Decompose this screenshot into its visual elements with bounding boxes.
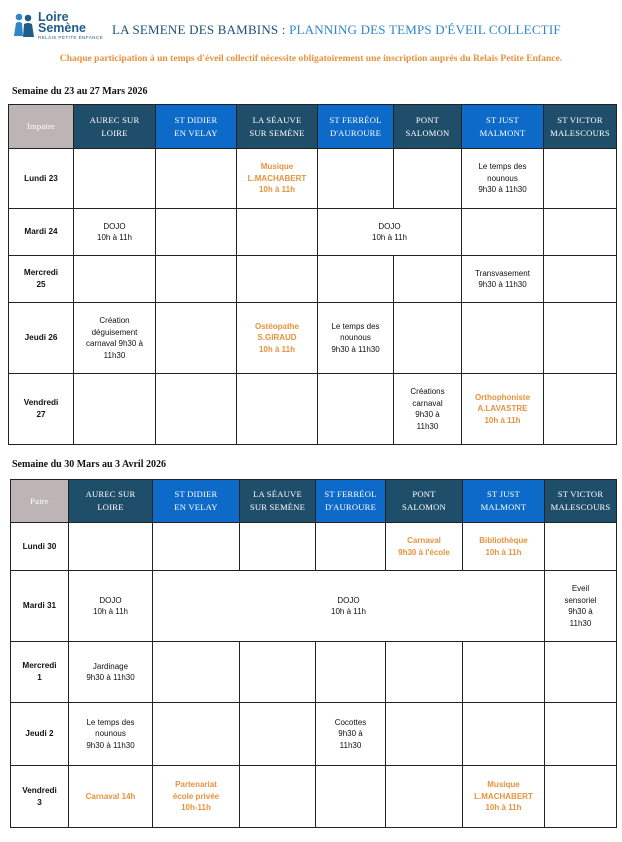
schedule-table-week-2 — [10, 479, 617, 828]
col-la-seauve-sur-semene: LA SÉAUVE SUR SEMÈNE — [240, 480, 316, 523]
activity-cell — [545, 703, 617, 766]
day-cell: Jeudi 26 — [9, 303, 74, 374]
activity-cell — [316, 523, 386, 571]
week-label-1: Semaine du 23 au 27 Mars 2026 — [12, 86, 148, 97]
children-icon — [12, 12, 36, 40]
activity-cell: Le temps des nounous 9h30 à 11h30 — [462, 149, 544, 209]
activity-cell — [74, 149, 156, 209]
table-row — [11, 523, 617, 571]
activity-cell — [462, 209, 544, 256]
table-row — [11, 642, 617, 703]
activity-cell — [240, 703, 316, 766]
activity-cell — [544, 209, 617, 256]
week-parity-cell: Impaire — [9, 105, 74, 149]
activity-cell: Musique L.MACHABERT 10h à 11h — [463, 766, 545, 828]
table-row — [11, 703, 617, 766]
col-aurec-sur-loire: AUREC SUR LOIRE — [69, 480, 153, 523]
activity-cell: Orthophoniste A.LAVASTRE 10h à 11h — [462, 374, 544, 445]
activity-cell — [545, 766, 617, 828]
table-row — [11, 571, 617, 642]
table-row — [9, 256, 617, 303]
day-cell: Mardi 31 — [11, 571, 69, 642]
activity-cell: Bibliothèque 10h à 11h — [463, 523, 545, 571]
header-row — [9, 105, 617, 149]
activity-cell: Créations carnaval 9h30 à 11h30 — [394, 374, 462, 445]
activity-cell: Transvasement 9h30 à 11h30 — [462, 256, 544, 303]
col-st-victor-malescours: ST VICTOR MALESCOURS — [544, 105, 617, 149]
activity-cell — [153, 703, 240, 766]
activity-cell — [74, 374, 156, 445]
col-st-didier-en-velay: ST DIDIER EN VELAY — [156, 105, 237, 149]
activity-cell — [386, 703, 463, 766]
table-row — [11, 766, 617, 828]
day-cell: Vendredi 27 — [9, 374, 74, 445]
activity-cell — [153, 642, 240, 703]
activity-cell — [394, 303, 462, 374]
col-pont-salomon: PONT SALOMON — [386, 480, 463, 523]
day-cell: Vendredi 3 — [11, 766, 69, 828]
col-st-ferreol-d-auroure: ST FERRÉOL D'AUROURE — [316, 480, 386, 523]
week-label-2: Semaine du 30 Mars au 3 Avril 2026 — [12, 459, 166, 470]
relais-logo — [12, 10, 107, 46]
activity-cell — [240, 642, 316, 703]
activity-cell-merged: DOJO 10h à 11h — [153, 571, 545, 642]
activity-cell — [386, 642, 463, 703]
col-st-ferreol-d-auroure: ST FERRÉOL D'AUROURE — [318, 105, 394, 149]
activity-cell — [545, 642, 617, 703]
logo-line-3: RELAIS PETITE ENFANCE — [38, 35, 104, 40]
activity-cell: Création déguisement carnaval 9h30 à 11h30 — [74, 303, 156, 374]
activity-cell — [74, 256, 156, 303]
activity-cell — [394, 256, 462, 303]
col-st-victor-malescours: ST VICTOR MALESCOURS — [545, 480, 617, 523]
activity-cell — [156, 303, 237, 374]
activity-cell — [237, 256, 318, 303]
activity-cell — [463, 642, 545, 703]
day-cell: Mardi 24 — [9, 209, 74, 256]
activity-cell: Cocottes 9h30 à 11h30 — [316, 703, 386, 766]
activity-cell — [69, 523, 153, 571]
table-row — [9, 149, 617, 209]
col-st-just-malmont: ST JUST MALMONT — [463, 480, 545, 523]
title-part-2: PLANNING DES TEMPS D'ÉVEIL COLLECTIF — [289, 22, 561, 37]
activity-cell — [394, 149, 462, 209]
activity-cell — [544, 303, 617, 374]
registration-notice: Chaque participation à un temps d'éveil collectif nécessite obligatoirement une inscription auprès du Relais Petite Enfance. — [59, 53, 563, 64]
activity-cell — [544, 256, 617, 303]
table-row — [9, 374, 617, 445]
activity-cell: Carnaval 14h — [69, 766, 153, 828]
activity-cell — [316, 642, 386, 703]
page-title — [112, 22, 561, 38]
title-part-1: LA SEMENE DES BAMBINS : — [112, 22, 290, 37]
activity-cell: DOJO 10h à 11h — [69, 571, 153, 642]
activity-cell — [156, 209, 237, 256]
col-aurec-sur-loire: AUREC SUR LOIRE — [74, 105, 156, 149]
activity-cell — [237, 374, 318, 445]
activity-cell — [240, 523, 316, 571]
activity-cell — [316, 766, 386, 828]
activity-cell — [386, 766, 463, 828]
day-cell: Mercredi 1 — [11, 642, 69, 703]
activity-cell — [237, 209, 318, 256]
activity-cell: Le temps des nounous 9h30 à 11h30 — [69, 703, 153, 766]
activity-cell: Musique L.MACHABERT 10h à 11h — [237, 149, 318, 209]
activity-cell: Eveil sensoriel 9h30 à 11h30 — [545, 571, 617, 642]
activity-cell: Ostéopathe S.GIRAUD 10h à 11h — [237, 303, 318, 374]
activity-cell — [463, 703, 545, 766]
day-cell: Jeudi 2 — [11, 703, 69, 766]
col-st-didier-en-velay: ST DIDIER EN VELAY — [153, 480, 240, 523]
activity-cell — [318, 374, 394, 445]
col-st-just-malmont: ST JUST MALMONT — [462, 105, 544, 149]
week-parity-cell: Paire — [11, 480, 69, 523]
schedule-table-week-1 — [8, 104, 617, 445]
activity-cell — [156, 149, 237, 209]
activity-cell: DOJO 10h à 11h — [74, 209, 156, 256]
col-pont-salomon: PONT SALOMON — [394, 105, 462, 149]
activity-cell — [544, 149, 617, 209]
logo-line-1: Loire — [38, 10, 69, 24]
activity-cell — [240, 766, 316, 828]
logo-line-2: Semène — [38, 21, 86, 35]
activity-cell — [544, 374, 617, 445]
activity-cell: Carnaval 9h30 à l'école — [386, 523, 463, 571]
table-row — [9, 303, 617, 374]
activity-cell: Partenariat école privée 10h-11h — [153, 766, 240, 828]
day-cell: Lundi 30 — [11, 523, 69, 571]
activity-cell — [153, 523, 240, 571]
activity-cell — [318, 149, 394, 209]
activity-cell: Le temps des nounous 9h30 à 11h30 — [318, 303, 394, 374]
activity-cell: Jardinage 9h30 à 11h30 — [69, 642, 153, 703]
activity-cell — [545, 523, 617, 571]
activity-cell — [156, 374, 237, 445]
day-cell: Lundi 23 — [9, 149, 74, 209]
header-row — [11, 480, 617, 523]
activity-cell-merged: DOJO 10h à 11h — [318, 209, 462, 256]
table-row — [9, 209, 617, 256]
activity-cell — [462, 303, 544, 374]
day-cell: Mercredi 25 — [9, 256, 74, 303]
activity-cell — [318, 256, 394, 303]
activity-cell — [156, 256, 237, 303]
col-la-seauve-sur-semene: LA SÉAUVE SUR SEMÈNE — [237, 105, 318, 149]
